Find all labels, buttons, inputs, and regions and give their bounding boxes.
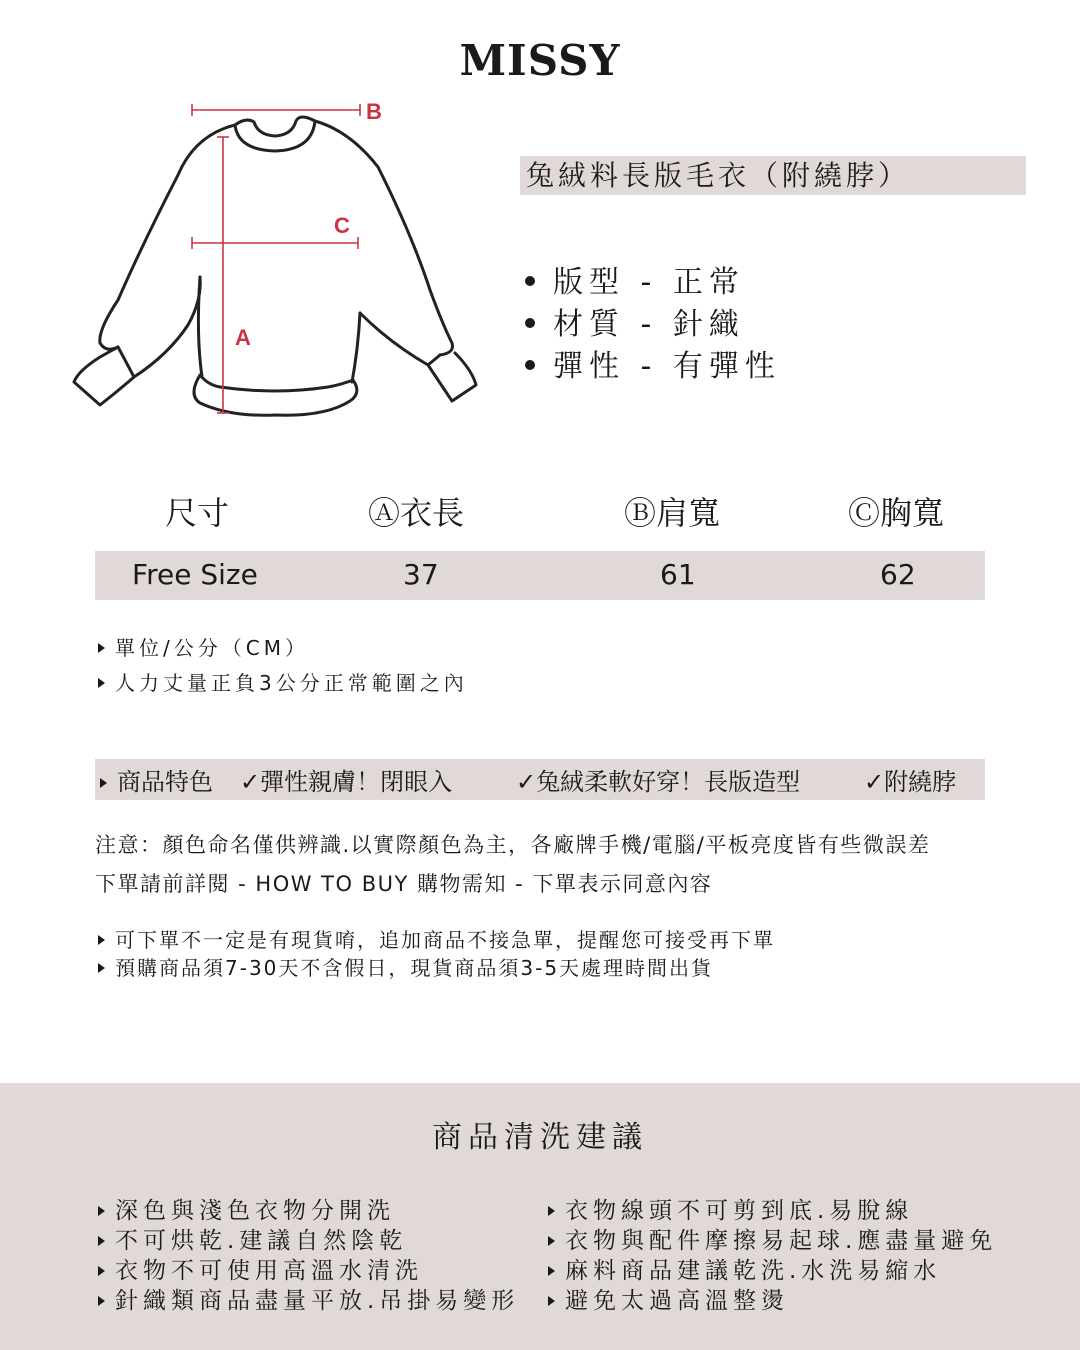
shoulder-cell: 61 — [660, 558, 696, 591]
triangle-icon — [98, 643, 105, 653]
order-note-text: 預購商品須7-30天不含假日，現貨商品須3-5天處理時間出貨 — [115, 956, 714, 980]
measure-note-text: 人力丈量正負3公分正常範圍之內 — [115, 671, 468, 695]
label-c: C — [334, 213, 350, 238]
spec-item: 材質 - 針織 — [525, 304, 781, 346]
washing-item: 深色與淺色衣物分開洗 — [98, 1192, 395, 1225]
spec-value: 有彈性 — [672, 349, 781, 384]
washing-item: 麻料商品建議乾洗.水洗易縮水 — [548, 1252, 941, 1285]
notice-text: 注意：顏色命名僅供辨識.以實際顏色為主，各廠牌手機/電腦/平板亮度皆有些微誤差 — [95, 833, 931, 857]
triangle-icon — [98, 1266, 105, 1276]
measure-note — [98, 667, 468, 696]
label-a: A — [235, 325, 251, 350]
bullet-icon — [525, 276, 535, 286]
spec-label: 版型 — [553, 265, 625, 300]
brand-logo: MISSY — [459, 36, 621, 85]
washing-item: 衣物線頭不可剪到底.易脫線 — [548, 1192, 913, 1225]
triangle-icon — [98, 678, 105, 688]
how-to-buy-link[interactable]: 下單請前詳閱 - HOW TO BUY 購物需知 - 下單表示同意內容 — [95, 872, 713, 896]
washing-item: 針織類商品盡量平放.吊掛易變形 — [98, 1282, 519, 1315]
triangle-icon — [548, 1236, 555, 1246]
triangle-icon — [98, 1206, 105, 1216]
feature-item: ✓彈性親膚！閉眼入 — [240, 768, 453, 796]
measure-note-text: 單位/公分（CM） — [115, 636, 309, 660]
washing-item: 衣物與配件摩擦易起球.應盡量避免 — [548, 1222, 997, 1255]
bullet-icon — [525, 360, 535, 370]
chest-header: Ⓒ胸寬 — [848, 494, 945, 532]
triangle-icon — [98, 963, 105, 973]
spec-value: 針織 — [672, 307, 745, 342]
feature-item: ✓兔絨柔軟好穿！長版造型 — [516, 768, 801, 796]
order-note — [98, 952, 713, 981]
triangle-icon — [100, 778, 107, 788]
order-note — [98, 924, 775, 953]
triangle-icon — [98, 1236, 105, 1246]
length-cell: 37 — [403, 558, 439, 591]
washing-item: 不可烘乾.建議自然陰乾 — [98, 1222, 407, 1255]
feature-item: ✓附繞脖 — [864, 768, 957, 796]
triangle-icon — [98, 1296, 105, 1306]
spec-item: 版型 - 正常 — [525, 262, 781, 304]
product-title: 兔絨料長版毛衣（附繞脖） — [520, 156, 1026, 195]
spec-item: 彈性 - 有彈性 — [525, 346, 781, 388]
triangle-icon — [548, 1206, 555, 1216]
size-cell: Free Size — [132, 558, 258, 591]
spec-value: 正常 — [672, 265, 745, 300]
triangle-icon — [98, 935, 105, 945]
bullet-icon — [525, 318, 535, 328]
spec-label: 彈性 — [553, 349, 625, 384]
triangle-icon — [548, 1296, 555, 1306]
spec-list — [525, 262, 781, 388]
sweater-diagram — [60, 95, 500, 425]
shoulder-header: Ⓑ肩寬 — [624, 494, 721, 532]
washing-title: 商品清洗建議 — [432, 1120, 648, 1155]
feature-label: 商品特色 — [100, 762, 213, 797]
chest-cell: 62 — [880, 558, 916, 591]
washing-item: 避免太過高溫整燙 — [548, 1282, 789, 1315]
label-b: B — [366, 99, 382, 124]
measure-note — [98, 632, 309, 661]
length-header: Ⓐ衣長 — [368, 494, 465, 532]
washing-item: 衣物不可使用高溫水清洗 — [98, 1252, 423, 1285]
order-note-text: 可下單不一定是有現貨唷，追加商品不接急單，提醒您可接受再下單 — [115, 928, 775, 952]
size-header: 尺寸 — [165, 494, 230, 532]
triangle-icon — [548, 1266, 555, 1276]
spec-label: 材質 — [553, 307, 625, 342]
